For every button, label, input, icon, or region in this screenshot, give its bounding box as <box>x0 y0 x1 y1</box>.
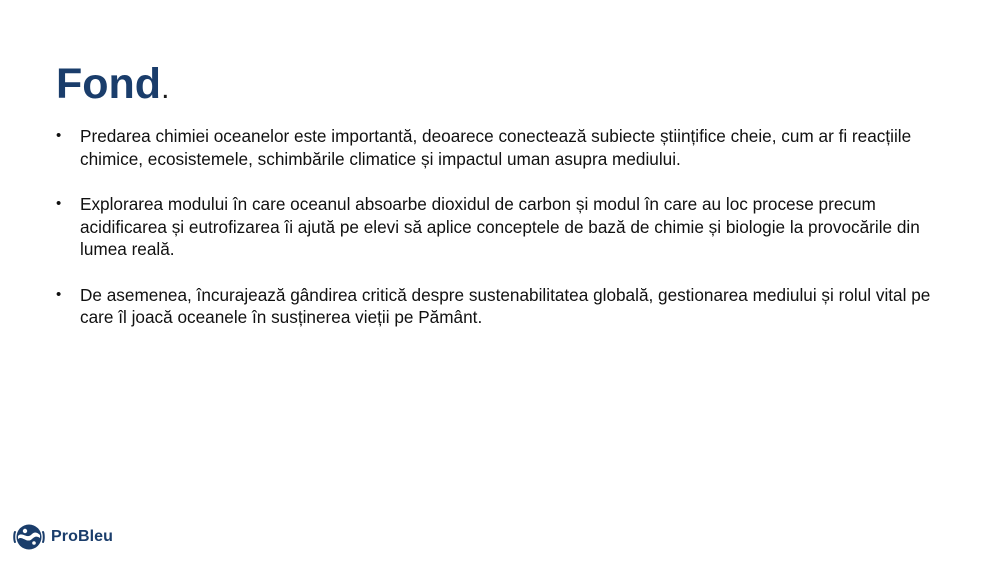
bullet-item <box>56 193 956 261</box>
bullet-item <box>56 284 956 329</box>
probleu-logo <box>13 522 113 552</box>
slide-title-period: . <box>161 72 170 105</box>
bullet-item <box>56 125 956 170</box>
bullet-text: Predarea chimiei oceanelor este importantă, deoarece conectează subiecte științifice cheie, cum ar fi reacțiile chimice, ecosistemele, schimbările climatice și impactul uman asupra mediului. <box>80 126 912 169</box>
bullet-list <box>56 125 956 352</box>
bullet-text: Explorarea modului în care oceanul absoarbe dioxidul de carbon și modul în care au loc procese precum acidificarea și eutrofizarea îi ajută pe elevi să aplice conceptele de bază de chimie și biologie la provocările din lumea reală. <box>80 194 920 259</box>
slide-title <box>56 56 169 117</box>
bullet-text: De asemenea, încurajează gândirea critică despre sustenabilitatea globală, gestionarea mediului și rolul vital pe care îl joacă oceanele în susținerea vieții pe Pământ. <box>80 284 931 327</box>
probleu-logo-icon <box>13 522 45 552</box>
slide-title-text: Fond <box>56 60 162 108</box>
bullet-marker: • <box>56 127 62 144</box>
probleu-logo-text: ProBleu <box>51 528 114 545</box>
bullet-marker: • <box>56 285 62 303</box>
bullet-marker: • <box>56 195 62 212</box>
